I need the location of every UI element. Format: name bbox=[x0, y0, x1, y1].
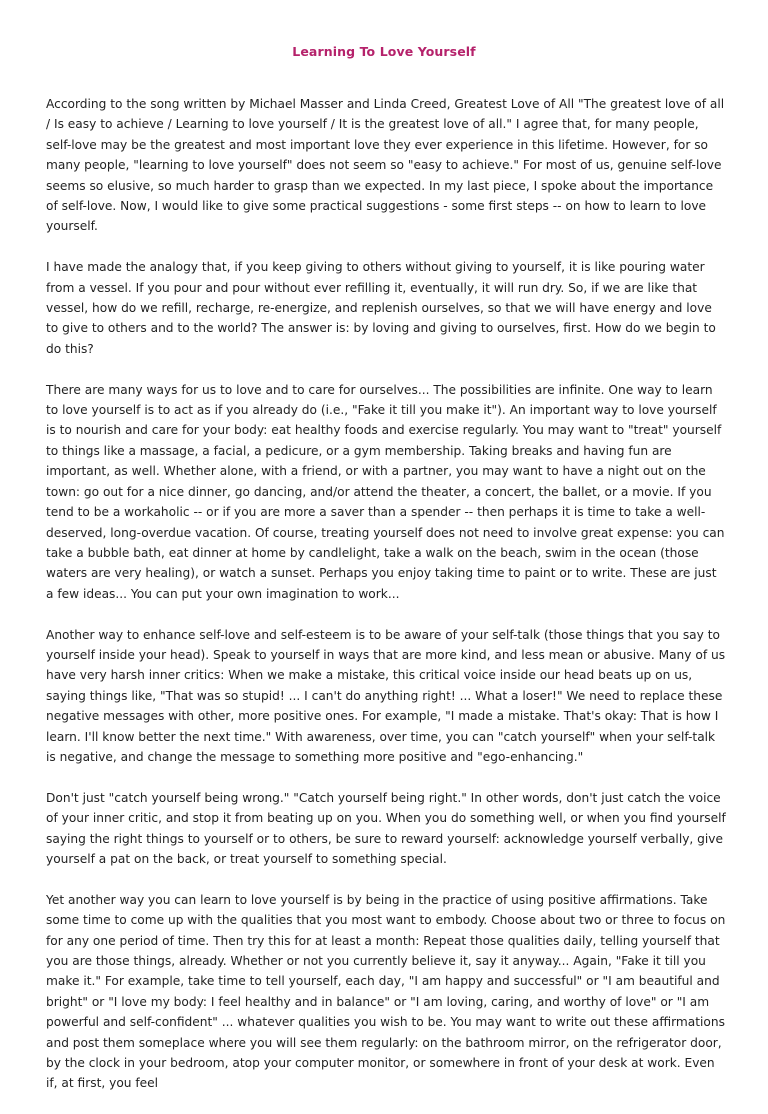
paragraph-affirmations: Yet another way you can learn to love yourself is by being in the practice of using positive affirmations. Take some time to come up with the qualities that you most want to embody. Choose about two or three to focus on for any one period of time. Then try this for at least a month: Repeat those qualities daily, telling yourself that you are those things, already. Whether or not you currently believe it, say it anyway... Again, "Fake it till you make it." For example, take time to tell yourself, each day, "I am happy and successful" or "I am beautiful and bright" or "I love my body: I feel healthy and in balance" or "I am loving, caring, and worthy of love" or "I am powerful and self-confident" ... whatever qualities you wish to be. You may want to write out these affirmations and post them someplace where you will see them regularly: on the bathroom mirror, on the refrigerator door, by the clock in your bedroom, atop your computer monitor, or somewhere in front of your desk at work. Even if, at first, you feel bbox=[46, 892, 726, 1091]
paragraph-vessel-analogy: I have made the analogy that, if you keep giving to others without giving to yourself, it is like pouring water from a vessel. If you pour and pour without ever refilling it, eventually, it will run dry. So, if we are like that vessel, how do we refill, recharge, re-energize, and replenish ourselves, so that we will have energy and love to give to others and to the world? The answer is: by loving and giving to ourselves, first. How do we begin to do this? bbox=[46, 260, 716, 356]
paragraph-catch-yourself: Don't just "catch yourself being wrong." "Catch yourself being right." In other words, don't just catch the voice of your inner critic, and stop it from beating up on you. When you do something well, or when you find yourself saying the right things to yourself or to others, be sure to reward yourself: acknowledge yourself verbally, give yourself a pat on the back, or treat yourself to something special. bbox=[46, 790, 726, 866]
paragraph-ways-to-love: There are many ways for us to love and to care for ourselves... The possibilities are infinite. One way to learn to love yourself is to act as if you already do (i.e., "Fake it till you make it"). An important way to love yourself is to nourish and care for your body: eat healthy foods and exercise regularly. You may want to "treat" yourself to things like a massage, a facial, a pedicure, or a gym membership. Taking breaks and having fun are important, as well. Whether alone, with a friend, or with a partner, you may want to have a night out on the town: go out for a nice dinner, go dancing, and/or attend the theater, a concert, the ballet, or a movie. If you tend to be a workaholic -- or if you are more a saver than a spender -- then perhaps it is time to take a well-deserved, long-overdue vacation. Of course, treating yourself does not need to involve great expense: you can take a bubble bath, eat dinner at home by candlelight, take a walk on the beach, swim in the ocean (those waters are very healing), or watch a sunset. Perhaps you enjoy taking time to paint or to write. These are just a few ideas... You can put your own imagination to work... bbox=[46, 382, 725, 601]
paragraph-self-talk: Another way to enhance self-love and self-esteem is to be aware of your self-talk (those things that you say to yourself inside your head). Speak to yourself in ways that are more kind, and less mean or abusive. Many of us have very harsh inner critics: When we make a mistake, this critical voice inside our head beats up on us, saying things like, "That was so stupid! ... I can't do anything right! ... What a loser!" We need to replace these negative messages with other, more positive ones. For example, "I made a mistake. That's okay: That is how I learn. I'll know better the next time." With awareness, over time, you can "catch yourself" when your self-talk is negative, and change the message to something more positive and "ego-enhancing." bbox=[46, 627, 726, 764]
paragraph-intro: According to the song written by Michael Masser and Linda Creed, Greatest Love of All "The greatest love of all / Is easy to achieve / Learning to love yourself / It is the greatest love of all." I agree that, for many people, self-love may be the greatest and most important love they ever experience in this lifetime. However, for so many people, "learning to love yourself" does not seem so "easy to achieve." For most of us, genuine self-love seems so elusive, so much harder to grasp than we expected. In my last piece, I spoke about the importance of self-love. Now, I would like to give some practical suggestions - some first steps -- on how to learn to love yourself. bbox=[46, 97, 725, 234]
document-title: Learning To Love Yourself bbox=[292, 44, 476, 59]
document-body bbox=[46, 94, 726, 1114]
